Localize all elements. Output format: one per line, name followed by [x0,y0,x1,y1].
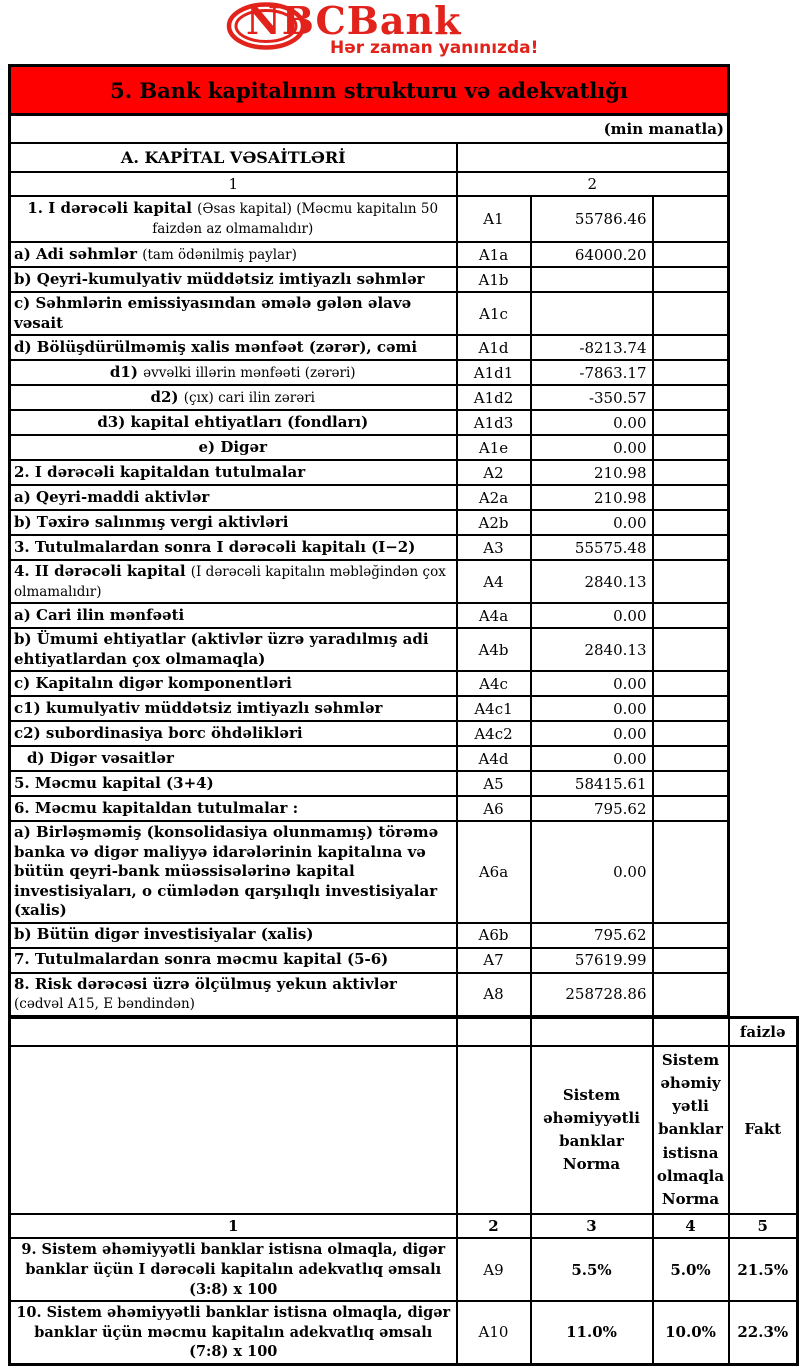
desc-text: əvvəlki illərin mənfəəti (zərəri) [143,364,356,381]
value-cell: 0.00 [531,696,653,721]
blank-cell [531,1017,653,1046]
blank-cell [457,1017,531,1046]
blank-cell [457,1046,531,1215]
col-number-2: 2 [457,1214,531,1238]
code-cell: A4c2 [457,721,531,746]
blank-cell [653,435,729,460]
value-cell: 0.00 [531,510,653,535]
capital-row-A3 [10,535,729,560]
blank-cell [653,746,729,771]
capital-row-A2b [10,510,729,535]
desc-text: (I dərəcəli kapitalın məbləğindən çox olmamalıdır) [14,564,446,600]
value-cell: 55575.48 [531,535,653,560]
adequacy-table [8,1016,799,1366]
value-cell: 64000.20 [531,242,653,267]
desc-text: e) Digər [198,437,267,456]
capital-row-A7 [10,948,729,973]
blank-cell [653,535,729,560]
capital-row-A6b [10,923,729,948]
code-cell: A4a [457,603,531,628]
desc-text: 6. Məcmu kapitaldan tutulmalar : [14,798,299,817]
capital-row-A1d2 [10,385,729,410]
value-cell [531,292,653,335]
header-norma-systemic: Sistem əhəmiyyətli banklar Norma [531,1046,653,1215]
code-cell: A4b [457,628,531,671]
desc-cell [10,796,457,821]
desc-cell [10,535,457,560]
section-a-header-row [10,143,729,172]
desc-text: 8. Risk dərəcəsi üzrə ölçülmuş yekun aktivlər [14,974,397,993]
col-number-2: 2 [457,172,729,196]
desc-cell [10,485,457,510]
desc-text: d1) [109,362,144,381]
capital-row-A1d3 [10,410,729,435]
capital-table [8,64,730,1018]
desc-text: a) Adi səhmlər [14,244,143,263]
blank-cell [653,460,729,485]
desc-text: (çıx) cari ilin zərəri [183,389,315,406]
desc-text: 7. Tutulmalardan sonra məcmu kapital (5-6) [14,950,389,969]
norma-systemic-cell: 11.0% [531,1301,653,1364]
blank-cell [653,560,729,603]
col-number-1: 1 [10,172,457,196]
norma-excluding-cell: 10.0% [653,1301,729,1364]
capital-row-A4 [10,560,729,603]
blank-cell [653,292,729,335]
value-cell: 55786.46 [531,196,653,242]
value-cell [531,267,653,292]
capital-row-A2 [10,460,729,485]
code-cell: A7 [457,948,531,973]
desc-text: c2) subordinasiya borc öhdəlikləri [14,723,303,742]
desc-cell: 10. Sistem əhəmiyyətli banklar istisna olmaqla, digər banklar üçün məcmu kapitalın adekvatlıq əmsalı (7:8) x 100 [10,1301,457,1364]
blank-cell [653,485,729,510]
capital-row-A6 [10,796,729,821]
desc-cell [10,603,457,628]
capital-row-A4c [10,671,729,696]
capital-row-A1c [10,292,729,335]
percent-note-row [10,1017,798,1046]
ratio-row-A9 [10,1238,798,1301]
blank-cell [653,385,729,410]
percent-note: faizlə [729,1017,798,1046]
code-cell: A5 [457,771,531,796]
code-cell: A2b [457,510,531,535]
capital-row-A6a [10,821,729,923]
capital-row-A2a [10,485,729,510]
code-cell: A9 [457,1238,531,1301]
title-row [10,66,729,115]
col-number-5: 5 [729,1214,798,1238]
code-cell: A1 [457,196,531,242]
value-cell: 0.00 [531,671,653,696]
code-cell: A1e [457,435,531,460]
capital-row-A1d [10,335,729,360]
code-cell: A10 [457,1301,531,1364]
desc-cell [10,292,457,335]
code-cell: A6a [457,821,531,923]
desc-cell [10,435,457,460]
desc-text: c) Kapitalın digər komponentləri [14,673,292,692]
desc-cell [10,923,457,948]
blank-cell [653,721,729,746]
norma-systemic-cell: 5.5% [531,1238,653,1301]
code-cell: A1d3 [457,410,531,435]
section-a-header-blank [457,143,729,172]
capital-row-A4a [10,603,729,628]
capital-row-A1b [10,267,729,292]
desc-text: 2. I dərəcəli kapitaldan tutulmalar [14,462,306,481]
value-cell: 258728.86 [531,973,653,1017]
capital-row-A1a [10,242,729,267]
norma-header-row [10,1046,798,1215]
desc-cell [10,510,457,535]
value-cell: 795.62 [531,923,653,948]
value-cell: 0.00 [531,435,653,460]
blank-cell [653,973,729,1017]
desc-text: 3. Tutulmalardan sonra I dərəcəli kapitalı (I−2) [14,537,416,556]
ratio-row-A10 [10,1301,798,1364]
col-number-3: 3 [531,1214,653,1238]
blank-cell [653,335,729,360]
blank-cell [653,267,729,292]
code-cell: A1d1 [457,360,531,385]
code-cell: A4c [457,671,531,696]
value-cell: 2840.13 [531,560,653,603]
desc-text: b) Ümumi ehtiyatlar (aktivlər üzrə yaradılmış adi ehtiyatlardan çox olmamaqla) [14,630,429,668]
code-cell: A4c1 [457,696,531,721]
column-number-row [10,172,729,196]
capital-row-A5 [10,771,729,796]
code-cell: A6b [457,923,531,948]
desc-text: b) Təxirə salınmış vergi aktivləri [14,512,289,531]
bank-logo-tagline: Hər zaman yanınızda! [330,38,539,58]
blank-cell [653,510,729,535]
value-cell: 795.62 [531,796,653,821]
desc-cell [10,460,457,485]
value-cell: 58415.61 [531,771,653,796]
code-cell: A1d2 [457,385,531,410]
blank-cell [653,628,729,671]
capital-row-A4b [10,628,729,671]
code-cell: A1a [457,242,531,267]
capital-row-A4c2 [10,721,729,746]
desc-text: d2) [150,387,184,406]
value-cell: 57619.99 [531,948,653,973]
desc-cell [10,973,457,1017]
desc-cell [10,746,457,771]
value-cell: 0.00 [531,603,653,628]
code-cell: A1c [457,292,531,335]
capital-row-A1 [10,196,729,242]
code-cell: A4 [457,560,531,603]
value-cell: 210.98 [531,485,653,510]
blank-cell [653,696,729,721]
bank-logo-wordmark: NBCBank [246,0,462,43]
desc-cell [10,948,457,973]
value-cell: 0.00 [531,410,653,435]
value-cell: -350.57 [531,385,653,410]
desc-text: 5. Məcmu kapital (3+4) [14,773,214,792]
blank-cell [10,1046,457,1215]
desc-cell: 9. Sistem əhəmiyyətli banklar istisna olmaqla, digər banklar üçün I dərəcəli kapitalın adekvatlıq əmsalı (3:8) x 100 [10,1238,457,1301]
capital-row-A1d1 [10,360,729,385]
section-a-header: A. KAPİTAL VƏSAİTLƏRİ [10,143,457,172]
capital-row-A8 [10,973,729,1017]
code-cell: A3 [457,535,531,560]
blank-cell [653,410,729,435]
blank-cell [653,948,729,973]
header-fakt: Fakt [729,1046,798,1215]
value-cell: 0.00 [531,746,653,771]
column-number-row-lower [10,1214,798,1238]
fakt-cell: 22.3% [729,1301,798,1364]
desc-cell [10,242,457,267]
blank-cell [653,1017,729,1046]
desc-text: (tam ödənilmiş paylar) [142,246,297,263]
desc-text: d3) kapital ehtiyatları (fondları) [97,412,369,431]
desc-cell [10,385,457,410]
desc-cell [10,335,457,360]
desc-text: c1) kumulyativ müddətsiz imtiyazlı səhmlər [14,698,383,717]
desc-cell [10,360,457,385]
desc-cell [10,696,457,721]
blank-cell [653,242,729,267]
desc-cell [10,628,457,671]
desc-text: b) Qeyri-kumulyativ müddətsiz imtiyazlı səhmlər [14,269,425,288]
desc-cell [10,721,457,746]
code-cell: A4d [457,746,531,771]
code-cell: A2a [457,485,531,510]
code-cell: A1d [457,335,531,360]
blank-cell [653,923,729,948]
desc-cell [10,267,457,292]
fakt-cell: 21.5% [729,1238,798,1301]
desc-cell [10,771,457,796]
desc-text: c) Səhmlərin emissiyasından əmələ gələn əlavə vəsait [14,294,412,332]
blank-cell [653,796,729,821]
desc-text: a) Qeyri-maddi aktivlər [14,487,210,506]
desc-cell [10,410,457,435]
desc-text: (Əsas kapital) (Məcmu kapitalın 50 faizdən az olmamalıdır) [152,201,439,237]
desc-text: a) Birləşməmiş (konsolidasiya olunmamış) törəmə banka və digər maliyyə idarələrinin kapitalına və bütün qeyri-bank müəssisələrinə kapital investisiyaları, o cümlədən qarşılıqlı investisiyalar (xalis) [14,823,439,920]
desc-cell [10,196,457,242]
blank-cell [653,771,729,796]
value-cell: -7863.17 [531,360,653,385]
value-cell: 2840.13 [531,628,653,671]
desc-cell [10,560,457,603]
blank-cell [653,821,729,923]
code-cell: A8 [457,973,531,1017]
report-title: 5. Bank kapitalının strukturu və adekvatlığı [10,66,729,115]
desc-text: a) Cari ilin mənfəəti [14,605,185,624]
header-norma-excluding: Sistem əhəmiyyətli banklar istisna olmaqla Norma [653,1046,729,1215]
desc-cell [10,821,457,923]
code-cell: A1b [457,267,531,292]
value-cell: 0.00 [531,821,653,923]
adequacy-rows [10,1238,798,1364]
desc-text: d) Digər vəsaitlər [27,748,174,767]
desc-text: 4. II dərəcəli kapital [14,562,191,580]
blank-cell [653,196,729,242]
desc-text: (cədvəl A15, E bəndindən) [14,996,195,1013]
desc-text: b) Bütün digər investisiyalar (xalis) [14,925,314,944]
blank-cell [653,603,729,628]
desc-text: d) Bölüşdürülməmiş xalis mənfəət (zərər), cəmi [14,337,418,356]
value-cell: 0.00 [531,721,653,746]
value-cell: 210.98 [531,460,653,485]
unit-note: (min manatla) [10,115,729,144]
capital-row-A4d [10,746,729,771]
code-cell: A2 [457,460,531,485]
bank-logo [0,0,800,64]
blank-cell [653,360,729,385]
desc-text: 1. I dərəcəli kapital [27,199,198,218]
code-cell: A6 [457,796,531,821]
blank-cell [653,671,729,696]
blank-cell [10,1017,457,1046]
capital-row-A1e [10,435,729,460]
col-number-4: 4 [653,1214,729,1238]
capital-rows [10,196,729,1016]
col-number-1: 1 [10,1214,457,1238]
value-cell: -8213.74 [531,335,653,360]
capital-row-A4c1 [10,696,729,721]
norma-excluding-cell: 5.0% [653,1238,729,1301]
unit-row [10,115,729,144]
desc-cell [10,671,457,696]
